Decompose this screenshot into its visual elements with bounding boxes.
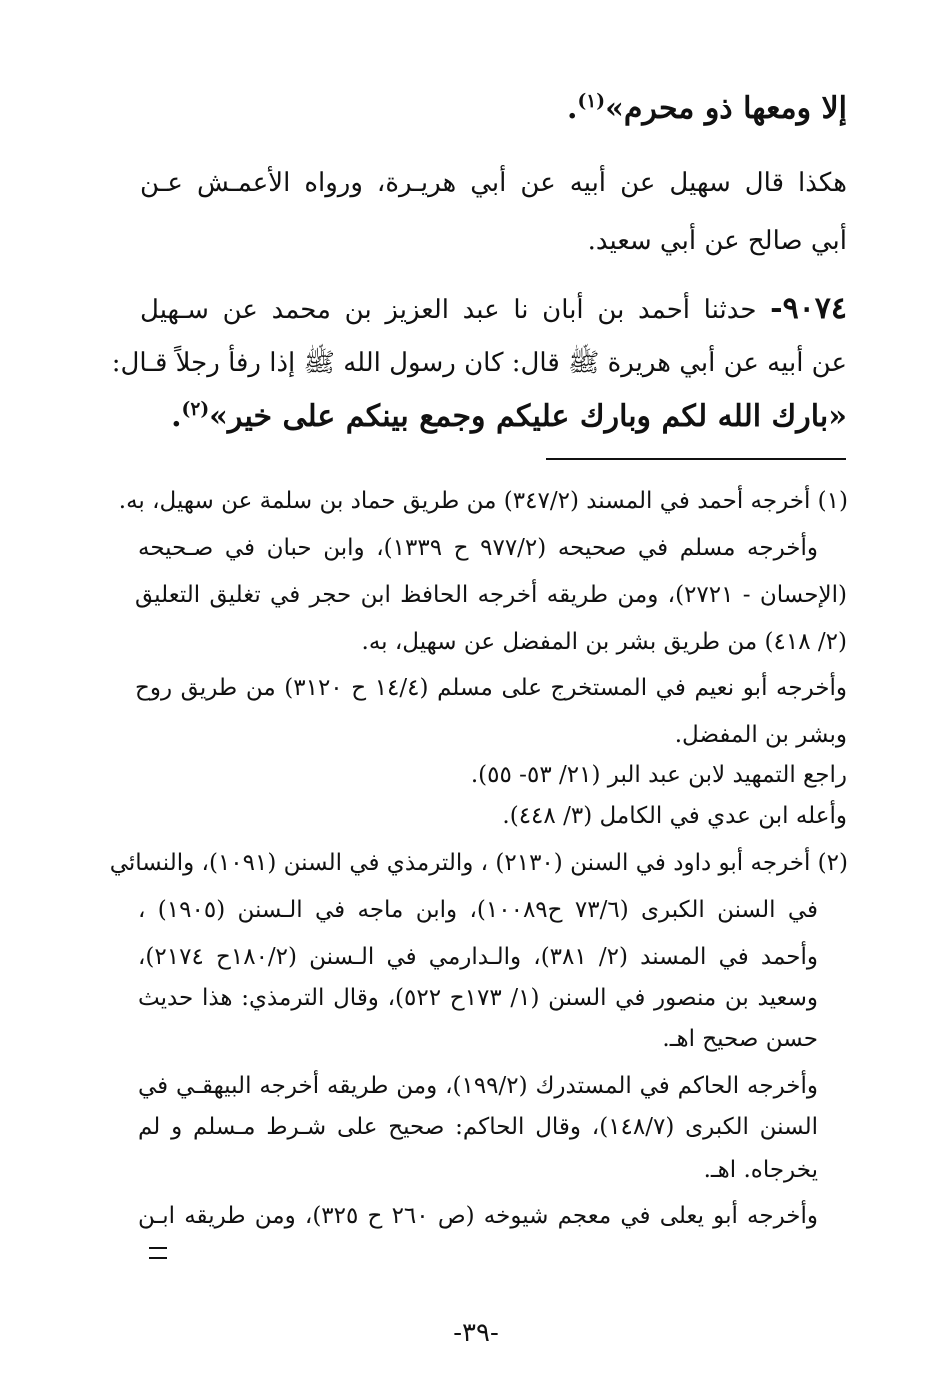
footnote-2-line-1: (٢) أخرجه أبو داود في السنن (٢١٣٠) ، والترمذي في السنن (١٠٩١)، والنسائي [109,850,848,876]
footnote-ref-2: (٢) [181,399,210,420]
footnote-1-line-7: راجع التمهيد لابن عبد البر (٢١/ ٥٣- ٥٥). [470,762,847,788]
footnote-2-line-3: وأحمد في المسند (٢/ ٣٨١)، والـدارمي في الـسنن (١٨٠/٢ح ٢١٧٤)، [138,944,819,970]
hadith-chain-text: حدثنا أحمد بن أبان نا عبد العزيز بن محمد عن سـهيل [140,295,757,325]
hadith-chain-line-2: عن أبيه عن أبي هريرة ﷺ قال: كان رسول الله ﷺ إذا رفأ رجلاً قـال: [111,348,847,378]
hadith-number: ٩٠٧٤- [770,291,848,326]
footnote-1-line-4: (٢/ ٤١٨) من طريق بشر بن المفضل عن سهيل، به. [361,629,847,655]
hadith-end-line [566,91,847,126]
continuation-mark [149,1247,167,1259]
footnote-2-line-7: السنن الكبرى (١٤٨/٧)، وقال الحاكم: صحيح على شـرط مـسلم و لم [138,1114,818,1140]
line-end-period-2: . [171,399,182,434]
hadith-text-line [171,399,847,434]
hadith-text: «بارك الله لكم وبارك عليكم وجمع بينكم على خير» [209,399,847,434]
line-end-period: . [566,91,578,126]
footnote-1-line-6: وبشر بن المفضل. [674,722,847,748]
footnote-1-line-8: وأعله ابن عدي في الكامل (٣/ ٤٤٨). [502,803,847,829]
footnote-separator [546,458,846,460]
footnote-2-line-6: وأخرجه الحاكم في المستدرك (١٩٩/٢)، ومن طريقه أخرجه البيهقـي في [138,1073,818,1099]
footnote-1-line-5: وأخرجه أبو نعيم في المستخرج على مسلم (١٤/٤ ح ٣١٢٠) من طريق روح [135,675,848,701]
commentary-line-1: هكذا قال سهيل عن أبيه عن أبي هريـرة، ورواه الأعمـش عـن [140,168,847,198]
footnote-2-line-4: وسعيد بن منصور في السنن (١/ ١٧٣ح ٥٢٢)، وقال الترمذي: هذا حديث [138,985,818,1011]
footnote-ref-1: (١) [577,91,606,112]
commentary-line-2: أبي صالح عن أبي سعيد. [587,226,847,256]
page-number: -٣٩- [453,1318,499,1348]
footnote-1-line-1: (١) أخرجه أحمد في المسند (٣٤٧/٢) من طريق حماد بن سلمة عن سهيل، به. [118,488,848,514]
footnote-2-line-9: وأخرجه أبو يعلى في معجم شيوخه (ص ٢٦٠ ح ٣٢٥)، ومن طريقه ابـن [138,1203,818,1229]
footnote-2-line-5: حسن صحيح اهـ. [662,1026,818,1052]
hadith-chain-line [140,291,848,326]
footnote-2-line-2: في السنن الكبرى (٧٣/٦ ح١٠٠٨٩)، وابن ماجه في الـسنن (١٩٠٥) ، [138,897,818,923]
hadith-end-text: إلا ومعها ذو محرم» [605,91,847,126]
footnote-1-line-2: وأخرجه مسلم في صحيحه (٩٧٧/٢ ح ١٣٣٩)، وابن حبان في صـحيحه [138,535,819,561]
footnote-1-line-3: (الإحسان - ٢٧٢١)، ومن طريقه أخرجه الحافظ ابن حجر في تغليق التعليق [135,582,847,608]
footnote-2-line-8: يخرجاه. اهـ. [703,1157,818,1183]
